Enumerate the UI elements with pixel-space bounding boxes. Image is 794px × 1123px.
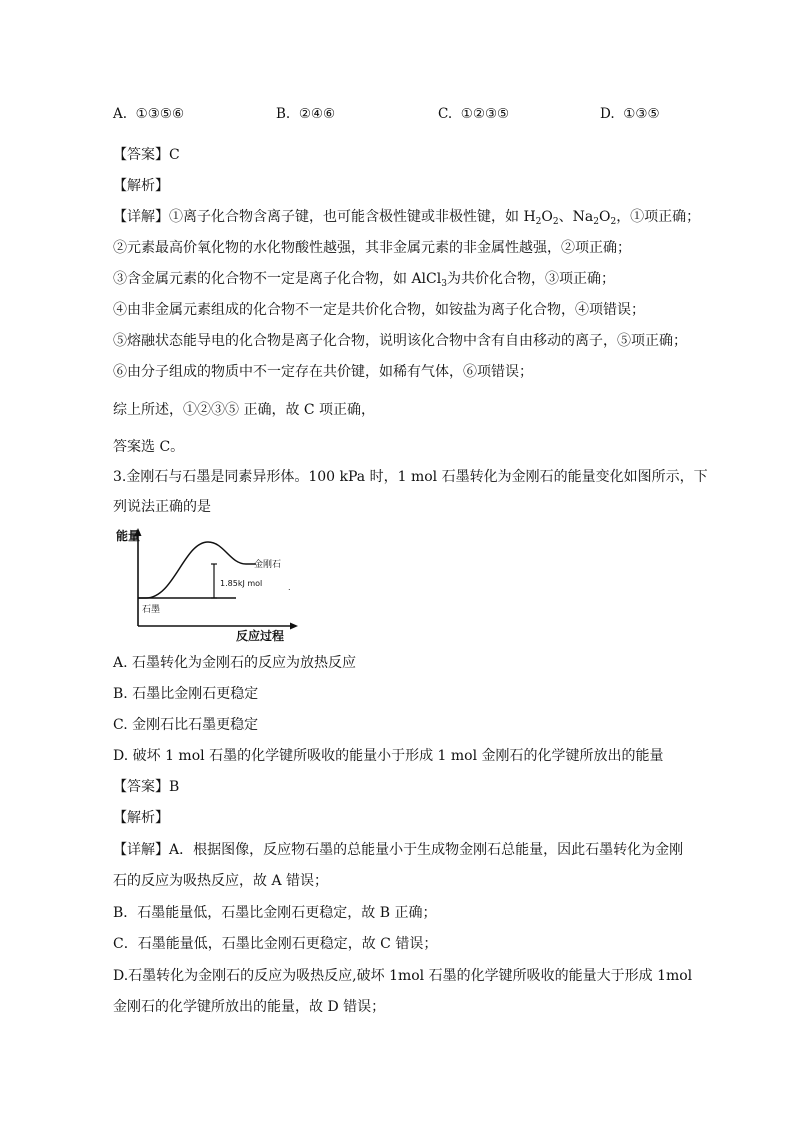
option-letter: D. [600, 106, 615, 122]
option-b [276, 106, 335, 122]
energy-curve [138, 542, 256, 598]
x-axis-arrow [290, 623, 298, 630]
q3-detail-a-line-2: 石的反应为吸热反应，故 A 错误； [113, 873, 329, 889]
option-a [113, 106, 184, 122]
q3-analysis-heading: 【解析】 [113, 810, 169, 826]
q3-detail-d-line-2: 金刚石的化学键所放出的能量，故 D 错误； [113, 999, 386, 1015]
x-axis-label: 反应过程 [236, 629, 285, 642]
q3-detail-b: B．石墨能量低，石墨比金刚石更稳定，故 B 正确； [113, 905, 437, 921]
q3-stem-line-2: 列说法正确的是 [113, 499, 211, 515]
q2-summary: 综上所述，①②③⑤ 正确，故 C 项正确， [113, 402, 376, 418]
graphite-label: 石墨 [142, 605, 161, 615]
delta-label: 1.85kJ mol [220, 579, 263, 588]
q3-stem-line-1: 3.金刚石与石墨是同素异形体。100 kPa 时，1 mol 石墨转化为金刚石的能量变化如图所示，下 [113, 469, 708, 485]
q2-detail-6: ⑥由分子组成的物质中不一定存在共价键，如稀有气体，⑥项错误； [113, 364, 533, 380]
option-c [438, 106, 509, 122]
q2-analysis-heading: 【解析】 [113, 178, 169, 194]
q3-option-d: D. 破坏 1 mol 石墨的化学键所吸收的能量小于形成 1 mol 金刚石的化学键所放出的能量 [113, 748, 664, 764]
energy-diagram [116, 526, 302, 642]
q2-detail-1 [113, 207, 700, 227]
subscript: 3 [441, 279, 447, 289]
y-axis-label-1: 能量 [116, 529, 141, 543]
q2-detail-3 [113, 269, 615, 289]
diamond-label: 金刚石 [254, 560, 282, 570]
option-text: ②④⑥ [298, 106, 336, 122]
subscript: 2 [552, 217, 559, 227]
q3-option-a: A. 石墨转化为金刚石的反应为放热反应 [113, 655, 357, 671]
q2-answer: 【答案】C [113, 147, 180, 163]
text: 为共价化合物，③项正确； [446, 271, 615, 287]
text: O [541, 209, 553, 225]
q2-detail-5: ⑤熔融状态能导电的化合物是离子化合物，说明该化合物中含有自由移动的离子，⑤项正确； [113, 333, 687, 349]
q2-detail-4: ④由非金属元素组成的化合物不一定是共价化合物，如铵盐为离子化合物，④项错误； [113, 302, 645, 318]
q2-conclusion: 答案选 C。 [113, 439, 185, 455]
q3-option-c: C. 金刚石比石墨更稳定 [113, 717, 259, 733]
option-d [600, 106, 660, 122]
subscript: 2 [535, 217, 542, 227]
option-letter: A. [113, 106, 128, 122]
option-text: ①②③⑤ [460, 106, 510, 122]
subscript: 2 [610, 217, 617, 227]
q3-answer: 【答案】B [113, 779, 180, 795]
option-text: ①③⑤ [623, 106, 660, 122]
text: ，①项正确； [616, 209, 701, 225]
option-text: ①③⑤⑥ [135, 106, 185, 122]
q2-detail-2: ②元素最高价氧化物的水化物酸性越强，其非金属元素的非金属性越强，②项正确； [113, 240, 631, 256]
q3-option-b: B. 石墨比金刚石更稳定 [113, 686, 259, 702]
text: 、Na [558, 209, 594, 225]
text: ③含金属元素的化合物不一定是离子化合物，如 AlCl [113, 271, 442, 287]
q3-detail-c: C．石墨能量低，石墨比金刚石更稳定，故 C 错误； [113, 936, 438, 952]
option-letter: C. [438, 106, 453, 122]
q3-detail-d-line-1: D.石墨转化为金刚石的反应为吸热反应,破坏 1mol 石墨的化学键所吸收的能量大于形成 1mol [113, 968, 693, 984]
text: O [598, 209, 611, 225]
energy-diagram-svg [116, 526, 302, 642]
stray-mark: . [288, 583, 291, 592]
q3-detail-a-line-1: 【详解】A．根据图像，反应物石墨的总能量小于生成物金刚石总能量，因此石墨转化为金刚 [113, 842, 684, 858]
option-letter: B. [276, 106, 291, 122]
text: 【详解】①离子化合物含离子键，也可能含极性键或非极性键，如 H [113, 209, 536, 225]
subscript: 2 [593, 217, 599, 227]
